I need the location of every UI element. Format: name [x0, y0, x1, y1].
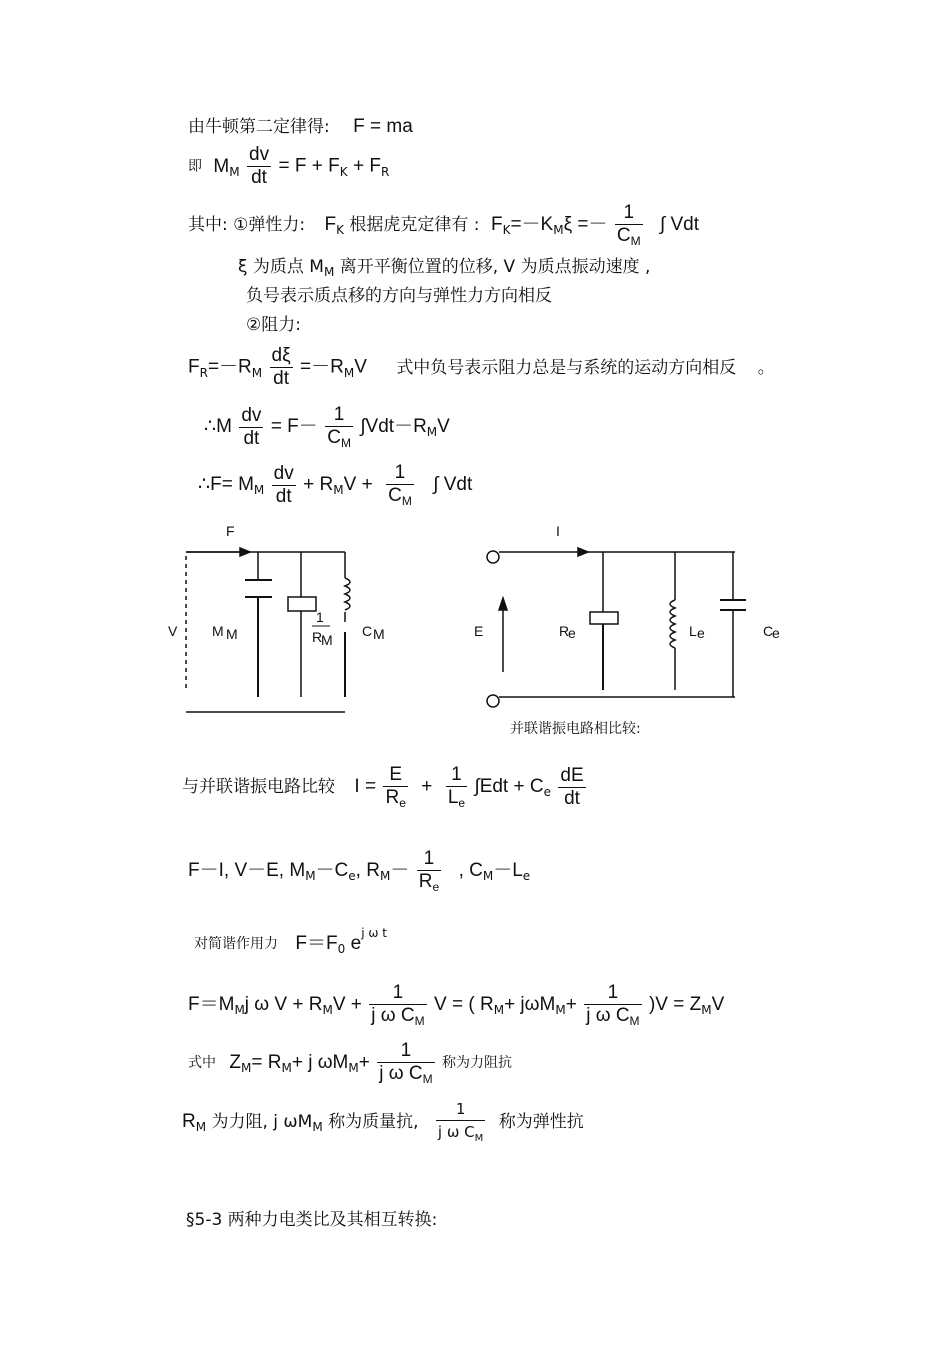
newton-law-equation: F = ma	[353, 116, 413, 137]
resistor-box	[288, 597, 316, 611]
eq-part: +	[358, 1052, 370, 1073]
m-subscript: M	[379, 869, 391, 883]
eq-part: e	[350, 933, 362, 954]
fraction-denominator: j ω C	[586, 1005, 630, 1026]
label-M-sub: M	[226, 626, 238, 642]
m-subscript: M	[701, 1003, 712, 1017]
section-heading: §5-3 两种力电类比及其相互转换:	[186, 1210, 438, 1230]
resistance-label: ②阻力:	[246, 315, 301, 335]
label-M: M	[212, 623, 224, 639]
one-over-jwcm-fraction	[369, 982, 426, 1028]
newton-law-text: 由牛顿第二定律得:	[188, 117, 330, 137]
fraction-numerator: 1	[417, 848, 441, 871]
label-Re-sub: e	[568, 625, 576, 641]
eq-part: +	[565, 994, 577, 1015]
mass-symbol: M	[213, 155, 230, 177]
e-subscript: e	[522, 869, 531, 883]
reactance-definitions	[182, 1098, 584, 1146]
eq-part: =－R	[300, 356, 344, 378]
fraction-numerator: 1	[369, 982, 426, 1005]
fraction-denominator: j ω C	[379, 1063, 423, 1084]
eq-part: F＝M	[188, 994, 235, 1015]
displacement-text: ξ 为质点 M	[238, 257, 324, 277]
eq-part: + jωM	[504, 994, 556, 1015]
m-subscript: M	[253, 483, 265, 497]
integral-vdt: ∫ Vdt	[660, 214, 700, 235]
resistance-text: 为力阻, j ωM	[211, 1112, 313, 1132]
shizhong-label: 式中	[188, 1055, 216, 1071]
eq-part: F＝F	[295, 933, 338, 954]
ji-label: 即	[188, 158, 202, 175]
label-I: I	[556, 523, 560, 539]
m-subscript: M	[340, 436, 351, 450]
impedance-name: 称为力阻抗	[442, 1055, 513, 1071]
spring-coil	[345, 578, 350, 610]
m-subscript: M	[630, 234, 641, 248]
label-C-sub: M	[373, 626, 385, 642]
fraction-numerator: 1	[377, 1040, 434, 1063]
label-E: E	[474, 623, 484, 639]
eq-part: V	[711, 994, 725, 1015]
m-subscript: M	[312, 1120, 323, 1134]
fraction-denominator: C	[616, 225, 631, 246]
eq-part: ∫Edt + C	[474, 776, 544, 797]
sign-note-line: 负号表示质点移的方向与弹性力方向相反	[246, 286, 552, 306]
fraction-denominator: R	[418, 871, 433, 892]
eq-part: ξ =－	[563, 214, 608, 235]
eq-part: )V = Z	[648, 994, 702, 1015]
one-over-jwcm-fraction	[436, 1098, 485, 1146]
r-subscript: R	[199, 365, 208, 380]
fraction-denominator: dt	[275, 485, 292, 507]
exponent: j ω t	[361, 926, 387, 940]
label-Le-sub: e	[697, 625, 705, 641]
rhs-part: = F + F	[278, 155, 340, 177]
impedance-equation	[188, 982, 724, 1028]
label-F: F	[226, 523, 235, 539]
eq-part: V = ( R	[434, 994, 494, 1015]
e-subscript: e	[543, 785, 551, 799]
eq-part: = R	[251, 1052, 282, 1073]
eq-part: + R	[303, 474, 334, 495]
eq-part: =－K	[510, 214, 554, 235]
m-subscript: M	[322, 1003, 333, 1017]
fraction-numerator: 1	[584, 982, 641, 1005]
eq-part: ∫Vdt－R	[360, 416, 427, 437]
circuit-caption: 并联谐振电路相比较:	[510, 721, 641, 737]
e-subscript: e	[399, 796, 406, 810]
eq-part: + j ωM	[291, 1052, 349, 1073]
current-arrowhead	[578, 548, 588, 556]
label-Le: L	[689, 623, 697, 639]
m-subscript: M	[401, 494, 412, 508]
m-subscript: M	[281, 1061, 292, 1075]
period: 。	[757, 357, 775, 378]
eq-part: Z	[229, 1052, 242, 1073]
m-subscript: M	[482, 869, 494, 883]
eq-part: －	[390, 860, 410, 881]
m-subscript: M	[195, 1120, 207, 1134]
eq-part: j ω V + R	[244, 994, 323, 1015]
r-subscript: R	[381, 164, 390, 179]
e-subscript: e	[348, 869, 356, 883]
hooke-law-text: 根据虎克定律有 :	[349, 215, 480, 235]
m-subscript: M	[629, 1014, 640, 1028]
fraction-denominator: C	[327, 427, 341, 448]
fraction-numerator: 1	[386, 462, 414, 485]
eq-part: V	[354, 356, 367, 378]
eq-part: +	[421, 776, 433, 797]
elastic-reactance-text: 称为弹性抗	[498, 1112, 584, 1132]
eq-part: ∴M	[204, 416, 232, 437]
label-Re: R	[559, 623, 570, 639]
eq-part: V +	[343, 474, 373, 495]
fraction-numerator: 1	[436, 1098, 485, 1121]
m-subscript: M	[241, 1061, 252, 1075]
harmonic-force-text: 对简谐作用力	[194, 936, 278, 952]
eq-part: V	[437, 416, 450, 437]
k-subscript: K	[336, 223, 344, 237]
impedance-definition	[188, 1040, 512, 1086]
m-subscript: M	[305, 869, 316, 883]
fraction-numerator: dv	[273, 462, 294, 484]
m-subscript: M	[426, 425, 438, 439]
terminal-top	[487, 551, 499, 563]
m-subscript: M	[234, 1003, 245, 1017]
one-over-le-fraction	[446, 764, 467, 810]
one-over-re-fraction	[417, 848, 441, 894]
fraction-denominator: dt	[564, 787, 580, 809]
eq-part: F	[490, 214, 503, 235]
e-subscript: e	[458, 796, 466, 810]
fraction-denominator: dt	[251, 167, 267, 188]
m-subscript: M	[555, 1003, 566, 1017]
k-subscript: K	[502, 223, 511, 237]
one-over-jwcm-fraction	[584, 982, 641, 1028]
fraction-numerator: 1	[615, 202, 643, 225]
parallel-resonance-comparison	[182, 764, 588, 810]
eq-part: , R	[355, 860, 380, 881]
eq-part: = F－	[270, 416, 318, 437]
eq-part: ∴F= M	[198, 474, 254, 495]
fraction-numerator: dv	[249, 144, 270, 165]
m-subscript: M	[493, 1003, 505, 1017]
analogy-mapping	[188, 848, 530, 894]
m-subscript: M	[343, 365, 355, 380]
mass-reactance-text: 称为质量抗,	[328, 1112, 419, 1132]
k-subscript: K	[339, 164, 348, 179]
comparison-text: 与并联谐振电路比较	[182, 777, 335, 797]
label-C: C	[362, 623, 373, 639]
eq-part: F－I, V－E, M	[188, 860, 306, 881]
m-subscript: M	[474, 1133, 484, 1144]
eq-part: =－R	[207, 356, 252, 378]
m-subscript: M	[323, 265, 335, 279]
de-dt-fraction	[558, 765, 585, 810]
force-symbol: F	[188, 356, 200, 378]
fraction-denominator: L	[447, 787, 459, 808]
label-R: R	[312, 629, 323, 645]
fraction-numerator: 1	[325, 404, 353, 427]
label-R-sub: M	[321, 632, 333, 648]
label-one: 1	[316, 609, 324, 625]
zero-subscript: 0	[337, 942, 346, 956]
e-subscript: e	[432, 880, 440, 894]
e-over-re-fraction	[383, 764, 407, 810]
terminal-bottom	[487, 695, 499, 707]
eq-part: V +	[332, 994, 362, 1015]
eq-part: －C	[315, 860, 349, 881]
mass-subscript: M	[229, 164, 240, 179]
fraction-denominator: C	[388, 485, 402, 506]
rhs-part: + F	[353, 155, 381, 177]
displacement-rest: 离开平衡位置的位移, V 为质点振动速度 ,	[339, 257, 651, 277]
inductor-coil	[670, 600, 675, 648]
m-subscript: M	[414, 1014, 425, 1028]
label-V: V	[168, 623, 178, 639]
integral-vdt: ∫ Vdt	[433, 474, 473, 495]
fraction-denominator: R	[385, 787, 400, 808]
m-subscript: M	[553, 223, 564, 237]
fraction-denominator: dt	[273, 368, 290, 389]
fraction-numerator: dv	[241, 404, 262, 426]
fraction-denominator: dt	[243, 427, 260, 449]
voltage-arrowhead	[499, 598, 507, 610]
elastic-force-label: 其中: ①弹性力:	[188, 215, 306, 235]
fraction-numerator: dE	[560, 764, 584, 786]
one-over-jwcm-fraction	[377, 1040, 434, 1086]
m-subscript: M	[333, 483, 344, 497]
eq-part: I =	[354, 776, 377, 797]
label-Ce: C	[763, 623, 774, 639]
eq-part: R	[182, 1111, 196, 1132]
electrical-circuit	[487, 548, 746, 707]
label-Ce-sub: e	[772, 625, 780, 641]
m-subscript: M	[422, 1072, 433, 1086]
resistance-note: 式中负号表示阻力总是与系统的运动方向相反	[396, 357, 737, 378]
fraction-numerator: dξ	[271, 345, 291, 366]
eq-part: , C	[458, 860, 483, 881]
fraction-denominator: j ω C	[437, 1123, 475, 1141]
fraction-denominator: j ω C	[371, 1005, 415, 1026]
eq-part: －L	[493, 860, 523, 881]
fraction-numerator: 1	[446, 764, 467, 787]
force-symbol: F	[324, 214, 337, 235]
m-subscript: M	[251, 365, 263, 380]
resistor-box	[590, 612, 618, 624]
fraction-numerator: E	[383, 764, 407, 787]
m-subscript: M	[348, 1061, 359, 1075]
mechanical-circuit	[186, 548, 350, 712]
